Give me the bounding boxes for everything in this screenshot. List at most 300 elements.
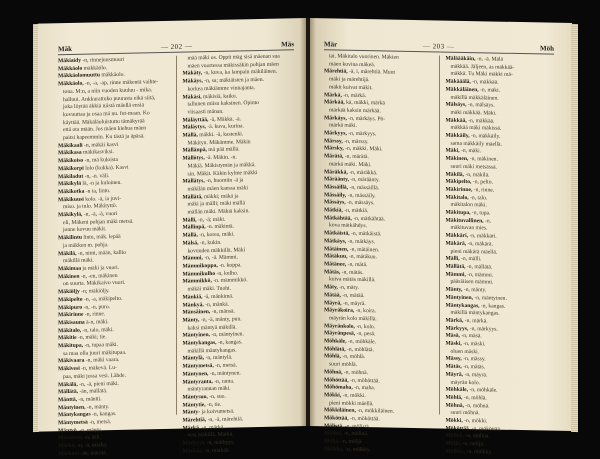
entry-text: mäki ja märehtijä. xyxy=(329,76,370,84)
entry-text: märkä mäki. Mäki. xyxy=(329,161,372,169)
entry-text: mää mäki os. Oppii mäg sisä mäenan sua xyxy=(187,53,280,62)
headword: Mäntykangas xyxy=(58,411,91,419)
headword: Mällätys, xyxy=(182,178,205,185)
headword: Märätä, xyxy=(324,153,344,160)
headword: Möhlä, xyxy=(445,394,463,401)
headword: Mäkäty, xyxy=(182,70,203,77)
entry-text: mäyrän kolo. xyxy=(450,379,481,386)
entry-text: mäkilän mäen kanssa mäki xyxy=(187,185,248,193)
headword: Mäkikotka xyxy=(58,188,85,196)
headword: Mämmikkö, xyxy=(182,278,212,285)
entry-text: mäkitalon mäki. xyxy=(450,202,487,209)
entry-text: -n, märkä. xyxy=(341,92,367,99)
entry-text: -n. koppa. xyxy=(217,262,242,269)
entry-text: korkea mäkiämme vinnajanta. xyxy=(187,84,256,93)
entry-text: märkää kaksin märkää. xyxy=(329,107,381,115)
entry-text: -n, -en, mäkinen xyxy=(79,272,118,280)
headword: Märäänty, xyxy=(324,176,350,183)
headword: Mölkky, xyxy=(324,446,344,453)
entry-text: Mäkityn. Mäkämme. Mäkin xyxy=(187,138,251,147)
entry-text: -n, kolo. xyxy=(354,323,376,330)
headword: Mällätä, xyxy=(182,193,203,201)
entry-text: -n, talo. xyxy=(468,194,488,202)
right-column-divider xyxy=(439,55,440,414)
headword: Mänty, xyxy=(445,286,463,294)
entry-text: -n, mäkkää. xyxy=(470,79,499,86)
entry-text: -ä. kuva, kurina. xyxy=(205,123,244,131)
entry-text: -n, mökki. xyxy=(341,392,366,400)
left-column-divider xyxy=(176,56,177,415)
headword: Mätkähtää, xyxy=(324,215,352,222)
entry-text: -n, mäyrä. xyxy=(341,300,366,307)
entry-text: -n, möljä. xyxy=(339,438,363,446)
headword: Mäkkäolomuuttu xyxy=(58,72,100,80)
entry-text: -n, mölinä. xyxy=(342,431,369,438)
entry-text: -ä, Mäkkä. -ä. xyxy=(208,115,242,123)
entry-text: -n, metsä. xyxy=(213,362,238,370)
headword: Mälsäys, xyxy=(445,101,467,109)
headword: Möhnä, xyxy=(445,402,464,409)
entry-text: viisaasti mänan. xyxy=(187,108,224,116)
headword: Märssy, xyxy=(324,138,343,145)
headword: Mäyrä, xyxy=(445,371,464,378)
entry-text: -n, mäki. xyxy=(459,148,482,155)
entry-text: -n. mämmikkö. xyxy=(211,277,248,285)
headword: Märkä, xyxy=(445,317,464,324)
headword: Mätäs, xyxy=(324,268,341,276)
headword: Mököttää, xyxy=(445,425,471,432)
headword: Mäkikorpi xyxy=(58,165,84,173)
entry-text: -n, talo, mäki. xyxy=(81,326,114,334)
headword: Mätää, xyxy=(324,292,341,299)
headword: Mätkäistä, xyxy=(324,230,350,237)
headword: Mäntämiä xyxy=(58,435,83,442)
entry-text: -n, möhkäle. xyxy=(468,387,498,394)
headword: Mässäillä, xyxy=(324,184,349,191)
entry-text: -n, märkäys. Pö- xyxy=(346,115,386,123)
entry-text: -n, koira. xyxy=(354,308,377,315)
headword: Mänty, xyxy=(182,317,200,324)
entry-text: sama mäkkäily mäellä. xyxy=(450,140,502,148)
headword: Mäkivesi xyxy=(58,365,80,373)
entry-text: -än, mällätä. xyxy=(78,388,108,396)
headword: Mäki, xyxy=(445,148,460,155)
entry-text: mäkkää mäki mäkissä. xyxy=(450,125,502,133)
entry-text: -n, möhkäle. xyxy=(346,338,377,346)
entry-text: -n, rinne. xyxy=(83,311,106,318)
entry-text: sa maa olla juuri mäkitupaa. xyxy=(63,349,127,357)
headword: Märsky, xyxy=(324,145,344,153)
headword: Mölinä, xyxy=(324,430,343,438)
entry-text: -n, mässäys. xyxy=(345,200,375,207)
headword: Mäläytys, xyxy=(182,124,206,131)
headword: Mällä, xyxy=(182,232,198,239)
entry-text: mäki ja mälli; mäki mällä xyxy=(187,200,245,208)
headword: Mäläyttää, xyxy=(182,116,209,124)
headword: Mäkikoiso xyxy=(58,157,84,165)
headword: Märkää, xyxy=(324,99,345,106)
headword: Mäkipuro xyxy=(58,304,83,311)
entry-text: -n, sa; mäkiäisten ja mäen. xyxy=(202,76,264,85)
right-column-2 xyxy=(445,55,555,456)
entry-text: -n, huomiin -ä ja xyxy=(204,177,244,185)
headword: Mäkisauna xyxy=(58,319,85,327)
headword: Mätäs, xyxy=(445,363,462,371)
left-header-guide-word: Mäk xyxy=(58,44,72,54)
entry-text: -n, mätkäistä. xyxy=(349,230,382,238)
entry-text: ä-n, mäki. xyxy=(84,319,109,326)
open-book xyxy=(38,18,578,458)
entry-text: -n, mäntyinen. xyxy=(210,331,244,339)
entry-text: -n, mätkähtää. xyxy=(351,215,386,223)
entry-text: kova mätkähdys. xyxy=(329,222,367,230)
entry-text: -n, möhöttää. xyxy=(348,377,380,384)
entry-text: -n, kulho. xyxy=(215,270,239,277)
entry-text: -n, maha. xyxy=(352,385,376,392)
headword: Mäkitupa, xyxy=(58,342,84,350)
entry-text: -n, mässäily. xyxy=(346,192,376,199)
entry-text: -n, rinne. xyxy=(472,187,495,194)
headword: Mäkikuusi xyxy=(58,196,84,203)
headword: Mämmikoppa, xyxy=(182,262,218,270)
entry-text: suuri möhlä. xyxy=(329,361,357,369)
headword: Märehtiä, xyxy=(182,417,207,424)
entry-text: lä, -n ja kuloinen. xyxy=(81,180,122,187)
entry-text: mäki mäkkää. Mäki. xyxy=(450,109,497,117)
entry-text: halluui. Ankkurattuko puurasta eikä siitä, xyxy=(63,94,156,103)
headword: Mäkikylä xyxy=(58,180,82,188)
entry-text: joka löytää äkkiä niistä mäellä ensiä xyxy=(63,102,144,111)
headword: Mänkiä, xyxy=(182,293,203,301)
entry-text: -n, mänty. xyxy=(85,403,110,411)
headword: Mäkkäily, xyxy=(445,132,470,140)
entry-text: pääsiäisen mämmi. xyxy=(450,279,494,286)
entry-text: -n, mälsäys. xyxy=(466,102,495,109)
headword: Mäntymetsä xyxy=(58,419,88,427)
entry-text: -n, mätkäys. xyxy=(346,238,376,246)
entry-text: -n, mässäillä. xyxy=(348,184,380,192)
entry-text: pieni mäkärä mäellä. xyxy=(450,248,498,256)
right-page-number: — 203 — xyxy=(422,42,455,51)
entry-text: -n, -ä. Mämmi. xyxy=(202,254,238,262)
headword: Mäntysuo, xyxy=(182,393,208,401)
entry-text: eli, Mäkeni pohjan mäki metsä. xyxy=(63,218,134,226)
headword: Mäntynen, xyxy=(182,370,209,378)
entry-text: jonne kovuu mäkit. xyxy=(63,226,107,234)
entry-text: -n ta, lintu. xyxy=(84,188,111,195)
entry-text: ja mäki ja vuori. xyxy=(81,264,120,272)
headword: Märkyys, xyxy=(324,130,347,137)
entry-text: märkä mäki. xyxy=(329,122,357,130)
headword: Mäkäsi, xyxy=(182,93,202,101)
left-column-1 xyxy=(58,56,170,458)
entry-text: mäkki. -ä, kastenki. xyxy=(197,131,244,139)
entry-text: -n, suo. xyxy=(207,393,226,400)
entry-text: -n, märkyys. xyxy=(346,130,377,138)
entry-text: -n, mölkky. xyxy=(343,446,371,454)
entry-text: -n, märssy. xyxy=(342,138,369,145)
entry-text: mäkisiä, kaiku. xyxy=(201,92,238,100)
entry-text: -n, mököttää. xyxy=(348,415,380,423)
headword: Mässy, xyxy=(445,356,462,363)
headword: Mäntykangas, xyxy=(445,302,480,309)
entry-text: mäkikasviksi. xyxy=(81,149,114,157)
entry-text: mällän mäki. Mäkiä kaksin. xyxy=(187,208,250,216)
entry-text: -n, mällätä. xyxy=(465,263,493,271)
entry-text: mäkkäolo. xyxy=(99,72,125,79)
entry-text: -n, märkyys. xyxy=(468,325,498,333)
entry-text: mäkit kuivat mäkit. xyxy=(329,84,373,92)
headword: Mökki, xyxy=(445,417,463,424)
headword: Mämmi, xyxy=(445,271,466,278)
entry-text: -n. mäkintä. xyxy=(205,223,234,231)
entry-text: -n, mökkiläinen. xyxy=(355,408,395,415)
entry-text: on suurta. Mäkikaivo vuori. xyxy=(63,280,126,288)
dictionary-line xyxy=(446,448,555,458)
entry-text: paitsi kapeemmin. Ku tästä ja äpäsä. xyxy=(63,133,145,142)
headword: Mällänpä, xyxy=(182,147,207,155)
entry-text: -n, rinnejuusmuuri xyxy=(81,56,125,64)
entry-text: -n, möhlä. xyxy=(340,354,366,361)
headword: Märkätä xyxy=(58,450,80,458)
entry-text: kovuuden mäkkillä. Mäki xyxy=(187,246,246,255)
entry-text: mäen kuvina mäkeä. xyxy=(329,61,376,68)
entry-text: -n, kukin. xyxy=(198,239,222,247)
entry-text: -n, kangas. xyxy=(479,302,506,310)
headword: Mälsä, xyxy=(182,240,199,247)
headword: Mölinä, xyxy=(445,433,464,440)
entry-text: -n, möhlä. xyxy=(462,394,487,402)
entry-text: -n, -ä, -ä, vuori xyxy=(82,211,118,218)
entry-text: -n, mäki; tie. xyxy=(76,334,107,342)
headword: Möljä, xyxy=(445,440,462,448)
headword: Mäntyinen, xyxy=(58,404,86,411)
headword: Mäkitupa, xyxy=(445,209,471,217)
entry-text: oluen mäski. xyxy=(450,348,480,355)
entry-text: -n, mäkinen. xyxy=(468,156,498,163)
right-header-guide-word-end: Möh xyxy=(540,44,554,53)
entry-text: -n, mätää. xyxy=(340,292,365,299)
entry-text: -n, mänty. xyxy=(462,287,487,294)
entry-text: -n, mölinä. xyxy=(464,433,490,440)
entry-text: mäkkää. Jäljeen, as mäkkää- xyxy=(450,63,515,71)
headword: Mäkikasa xyxy=(58,150,82,157)
headword: Mäkipelto, xyxy=(445,178,472,186)
entry-text: -n; mäkiöljy. xyxy=(79,288,110,295)
entry-text: lolo (kukka). Kasvi xyxy=(83,164,129,172)
left-page xyxy=(38,18,306,458)
headword: Mölistä, xyxy=(324,423,344,430)
entry-text: -n, mäyrä. xyxy=(463,371,488,379)
headword: Mällä, xyxy=(182,132,198,139)
entry-text: -n, mäski. xyxy=(461,340,486,348)
headword: Mäkiaidy xyxy=(58,57,82,65)
entry-text: kolo. -ä, ia juvi- xyxy=(83,195,122,203)
entry-text: -n, mäntyinen. xyxy=(473,294,507,302)
headword: Mäkivaara xyxy=(58,358,85,365)
entry-text: -n, kangas. xyxy=(90,411,117,418)
headword: Möljä, xyxy=(324,438,340,445)
headword: Mänkyä, xyxy=(182,301,204,309)
headword: Mäkikaali xyxy=(58,142,83,149)
entry-text: -n, mäntti. xyxy=(77,396,102,403)
entry-text: -n, korea, mäki. xyxy=(197,231,235,239)
entry-text: -n, märkä. xyxy=(200,424,225,431)
headword: Mäkinen, xyxy=(445,155,469,163)
entry-text: -n, mäki. xyxy=(478,87,501,94)
headword: Märkä, xyxy=(324,91,342,99)
headword: Mäkitalo, xyxy=(445,194,469,201)
entry-text: -n, -n. väli. xyxy=(83,172,110,180)
entry-text: -n, -a, -ap, rinne mäkentä vaihte- xyxy=(83,79,159,87)
headword: Mäkkää, xyxy=(445,117,467,124)
headword: Mänttä, xyxy=(58,396,78,404)
entry-text: Mäkiä. Mäkistymän ja mäkkä. xyxy=(187,161,256,170)
headword: Mäyräkoira, xyxy=(324,307,355,315)
entry-text: tai. Mäkitalo vuorinen. Mäkien xyxy=(329,53,399,61)
entry-text: -än, märätä. xyxy=(79,450,108,457)
headword: Mälli, xyxy=(182,217,197,224)
dictionary-line xyxy=(324,446,433,456)
headword: Möhlä, xyxy=(324,353,341,361)
entry-text: -n, mäkkäily. xyxy=(469,133,501,140)
headword: Mäkinen xyxy=(58,273,80,280)
entry-text: ja mäkken m. pohja. xyxy=(63,242,109,249)
headword: Mäkääälä, xyxy=(445,78,471,86)
headword: Mököttää, xyxy=(324,415,349,422)
headword: Mäntytie, xyxy=(182,401,206,409)
headword: Märkyys, xyxy=(445,325,469,332)
entry-text: -n, tupa. xyxy=(470,210,491,217)
entry-text: -n, mäkevä. Lu- xyxy=(79,365,117,372)
headword: Märkää, xyxy=(182,448,204,455)
headword: Mäkärä, xyxy=(445,240,467,247)
entry-text: -n, -a, mäkipelto. xyxy=(82,295,123,303)
entry-text: -n, mäkkäri. xyxy=(468,233,497,240)
entry-text: -n, -n, puro. xyxy=(82,303,111,311)
entry-text: -n. xyxy=(483,218,492,225)
headword: Mällinpä, xyxy=(182,224,206,232)
entry-text: -n, mäty. xyxy=(337,284,359,292)
headword: Mäkirinne xyxy=(58,311,84,319)
entry-text: -n, möhnä. xyxy=(342,369,368,376)
entry-text: -n, mäkilä. xyxy=(464,171,490,178)
headword: Mämmikulho xyxy=(182,270,216,278)
dictionary-line xyxy=(183,446,295,456)
headword: Mäkkäri, xyxy=(445,232,469,240)
entry-text: mäkki; mäkä ja xyxy=(202,193,239,200)
entry-text: -n, mäkkää. xyxy=(466,117,495,125)
right-page-edges xyxy=(571,24,578,432)
entry-text: kaksi mäntyä mäkillä. xyxy=(187,324,237,332)
entry-text: -n, mätkiä. xyxy=(342,207,369,215)
entry-text: mäkäi mäki. Tuohi. xyxy=(187,285,232,293)
headword: Mällätä, xyxy=(58,389,79,396)
right-column-1 xyxy=(324,53,433,454)
entry-text: -n, mälli. xyxy=(459,256,482,263)
entry-text: -n, mäkki. Mäki. xyxy=(343,146,383,153)
entry-text: -n, -ä; mäki. xyxy=(196,216,226,224)
headword: Märäkkä, xyxy=(324,168,348,176)
entry-text: -n, kuva, ka lampain mäkiläinen. xyxy=(202,69,278,77)
headword: Mäkilintu xyxy=(58,234,82,242)
headword: Märkyys, xyxy=(182,440,206,447)
entry-text: -n, -ä, mänty, puu. xyxy=(199,316,242,324)
entry-text: sin. Mäkit. Käkin kylme mäkki xyxy=(187,169,258,178)
entry-text: mäkituvan mies. xyxy=(450,225,488,232)
right-header-guide-word: Mär xyxy=(324,40,338,49)
headword: Mäkimaa xyxy=(58,265,81,273)
entry-text: -n, pesä. xyxy=(355,331,376,338)
headword: Mäkälä, xyxy=(58,381,78,388)
headword: Mässäys, xyxy=(324,199,346,207)
right-page xyxy=(310,18,572,456)
headword: Möhlätä, xyxy=(324,345,346,353)
headword: Mällötys, xyxy=(182,155,205,162)
entry-text: paa, mäki jossa vesi. Lähde. xyxy=(63,372,126,380)
left-header-guide-word-end: Mäs xyxy=(281,40,294,49)
left-column-2 xyxy=(182,53,295,455)
headword: Mänsäinen, xyxy=(182,309,211,316)
headword: Mäntylä, xyxy=(182,355,205,363)
headword: Mäkituvallinen, xyxy=(445,217,484,225)
left-page-number: — 202 — xyxy=(160,42,193,52)
entry-text: -n, mäki vaara. xyxy=(84,357,120,365)
entry-text: suuri möhnä. xyxy=(450,410,480,417)
headword: Mällätä, xyxy=(445,263,466,270)
headword: Mäkkäolo, xyxy=(58,80,84,88)
entry-text: -n, märkä. xyxy=(463,317,488,325)
headword: Mökkiläinen, xyxy=(324,407,356,415)
entry-text: kovuuttaa ja osaa mä nu. fut-maan. Ko xyxy=(63,110,150,119)
entry-text: -n, -ä. Mälä xyxy=(475,56,503,63)
entry-text: -n, mässy. xyxy=(461,356,486,363)
entry-text: mäen vuortessa mäkissäkin pohjan mäen xyxy=(187,61,279,70)
left-columns xyxy=(58,53,294,458)
entry-text: mäkillä mäki. xyxy=(63,257,94,265)
entry-text: -n, märkää. xyxy=(203,447,230,455)
entry-text: mä pää mällä. xyxy=(206,146,240,154)
entry-text: -n, mätäs. xyxy=(461,364,486,371)
headword: Möhömaha, xyxy=(324,384,353,392)
entry-text: -n, mäsä. xyxy=(459,333,482,340)
entry-text: -n, mänty. xyxy=(78,427,102,434)
entry-text: -n, märäänty. xyxy=(349,176,380,184)
entry-text: miso. ja tulo. Mäkityttö. xyxy=(63,203,118,211)
headword: Mäntymetsä, xyxy=(182,363,214,370)
entry-text: -n, pelto. xyxy=(471,179,493,186)
entry-text: -n, mätäkuu. xyxy=(347,254,377,261)
headword: Mäsä, xyxy=(445,332,460,340)
entry-text: -n, mäntynen. xyxy=(208,370,241,377)
headword: Mälli, xyxy=(445,255,460,263)
right-columns xyxy=(324,53,554,456)
entry-text: kuiva mätäs mäkillä. xyxy=(329,276,376,284)
entry-text: -n, märäkkä. xyxy=(347,169,378,176)
headword: Mätänee, xyxy=(324,261,347,268)
headword: Mätäinen, xyxy=(324,245,349,253)
headword: Mäkirinne, xyxy=(445,186,473,194)
entry-text: -n, mämmi. xyxy=(465,271,494,279)
entry-text: -n, nimi, mään, kallio xyxy=(76,249,127,257)
headword: Märehtiä, xyxy=(324,68,348,76)
headword: Märkäys, xyxy=(324,114,347,122)
headword: Mäkkäläinen, xyxy=(445,86,479,94)
entry-text: -n, mätäs. xyxy=(340,269,364,276)
entry-text: -ä, i, märehtiä. Muut xyxy=(347,69,396,77)
headword: Mäntyö, xyxy=(58,427,79,434)
entry-text: -n, kangas. xyxy=(216,339,243,346)
